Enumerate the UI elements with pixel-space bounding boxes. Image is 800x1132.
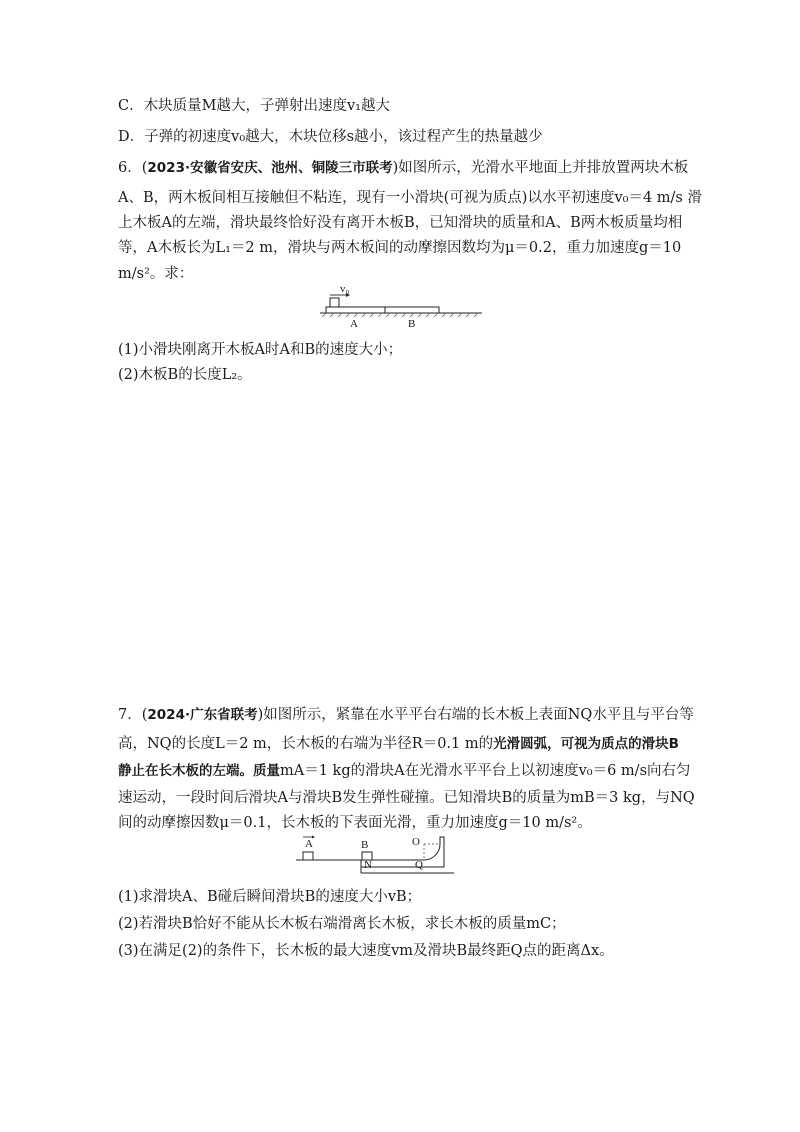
q7-figure	[294, 832, 464, 877]
q7-line-2	[118, 734, 679, 754]
slider-block	[330, 298, 339, 307]
label-b: B	[361, 839, 369, 851]
q7-line-3	[118, 761, 691, 781]
q6-line-1	[118, 158, 688, 178]
q6-line-3: 上木板A的左端，滑块最终恰好没有离开木板B，已知滑块的质量和A、B两木板质量均相	[118, 215, 683, 231]
board-a	[326, 307, 385, 313]
q6-stem: )如图所示，光滑水平地面上并排放置两块木板	[392, 160, 689, 176]
q7-source: 2024·广东省联考	[147, 707, 258, 723]
q6-line-5: m/s²。求：	[118, 266, 194, 282]
velocity-arrowhead	[312, 836, 315, 839]
label-b: B	[408, 318, 416, 330]
q6-source: 2023·安徽省安庆、池州、铜陵三市联考	[147, 160, 393, 176]
block-a	[303, 852, 313, 860]
board-b	[385, 307, 439, 313]
label-o: O	[412, 836, 420, 848]
label-a: A	[305, 838, 313, 850]
q6-subq-1: (1)小滑块刚离开木板A时A和B的速度大小；	[118, 342, 403, 358]
q7-stem: )如图所示，紧靠在水平平台右端的长木板上表面NQ水平且与平台等	[257, 707, 694, 723]
label-a: A	[350, 318, 358, 330]
q7-line-2a: 高，NQ的长度L＝2 m，长木板的右端为半径R＝0.1 m的	[118, 736, 494, 752]
ground-hatch	[322, 313, 478, 317]
q7-line-3a: 静止在长木板的左端。质量	[118, 763, 280, 779]
q7-line-2b: 光滑圆弧，可视为质点的滑块B	[493, 736, 679, 752]
option-d: D．子弹的初速度v₀越大，木块位移s越小，该过程产生的热量越少	[118, 129, 543, 145]
q7-subq-2: (2)若滑块B恰好不能从长木板右端滑离长木板，求长木板的质量mC；	[118, 916, 566, 932]
q6-figure	[318, 282, 488, 332]
label-q: Q	[415, 859, 423, 871]
q6-line-2: A、B，两木板间相互接触但不粘连，现有一小滑块(可视为质点)以水平初速度v₀＝4 m/s 滑	[118, 190, 702, 206]
q7-subq-3: (3)在满足(2)的条件下，长木板的最大速度vm及滑块B最终距Q点的距离Δx。	[118, 943, 614, 959]
q7-line-1	[118, 705, 694, 725]
q6-prefix: 6．(	[118, 160, 148, 176]
q7-line-3b: mA＝1 kg的滑块A在光滑水平平台上以初速度v₀＝6 m/s向右匀	[280, 763, 691, 779]
long-board	[361, 837, 444, 867]
q7-prefix: 7．(	[118, 707, 148, 723]
q6-subq-2: (2)木板B的长度L₂。	[118, 367, 252, 383]
q7-line-5: 间的动摩擦因数μ＝0.1，长木板的下表面光滑，重力加速度g＝10 m/s²。	[118, 815, 592, 831]
q7-line-4: 速运动，一段时间后滑块A与滑块B发生弹性碰撞。已知滑块B的质量为mB＝3 kg，与NQ	[118, 790, 695, 806]
option-c: C．木块质量M越大，子弹射出速度v₁越大	[118, 98, 390, 114]
q6-line-4: 等，A木板长为L₁＝2 m，滑块与两木板间的动摩擦因数均为μ＝0.2，重力加速度g＝10	[118, 240, 682, 256]
v0-label: v₀	[340, 283, 350, 295]
label-n: N	[364, 859, 372, 871]
q7-subq-1: (1)求滑块A、B碰后瞬间滑块B的速度大小vB；	[118, 889, 422, 905]
